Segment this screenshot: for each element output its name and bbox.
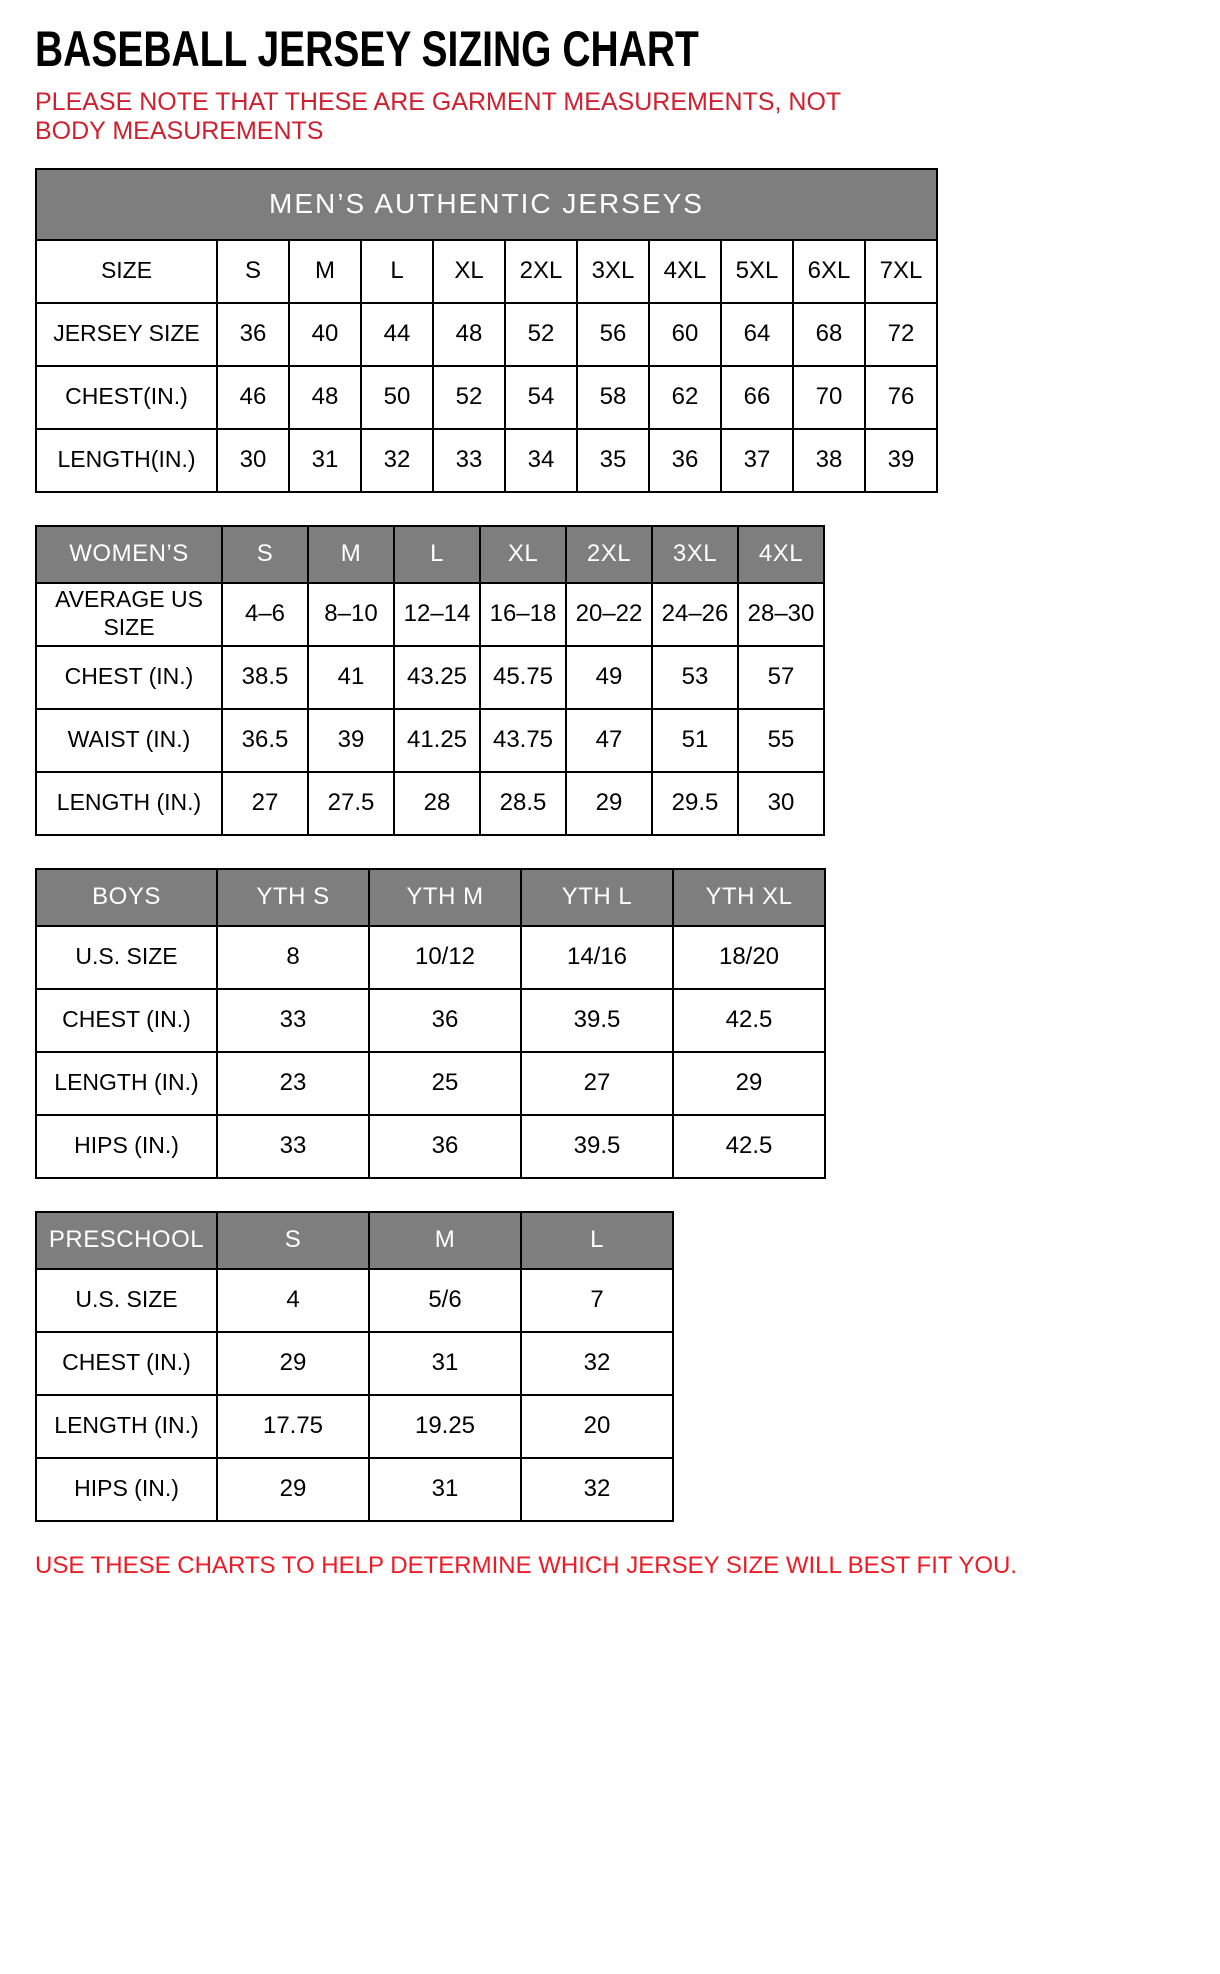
value-cell: 10/12: [369, 926, 521, 989]
table-row: [36, 1052, 825, 1115]
value-cell: 18/20: [673, 926, 825, 989]
value-cell: 31: [289, 429, 361, 492]
value-cell: 5/6: [369, 1269, 521, 1332]
value-cell: 68: [793, 303, 865, 366]
header-cell: M: [308, 526, 394, 583]
value-cell: 32: [521, 1458, 673, 1521]
value-cell: 55: [738, 709, 824, 772]
preschool-header-label-cell: PRESCHOOL: [36, 1212, 217, 1269]
table-row: [36, 646, 824, 709]
header-cell: YTH L: [521, 869, 673, 926]
table-row: [36, 709, 824, 772]
value-cell: 48: [289, 366, 361, 429]
value-cell: 42.5: [673, 1115, 825, 1178]
header-cell: YTH S: [217, 869, 369, 926]
value-cell: 64: [721, 303, 793, 366]
table-header-row: [36, 526, 824, 583]
value-cell: 24–26: [652, 583, 738, 646]
value-cell: 38: [793, 429, 865, 492]
table-row: [36, 303, 937, 366]
value-cell: 36: [649, 429, 721, 492]
value-cell: 72: [865, 303, 937, 366]
value-cell: 37: [721, 429, 793, 492]
header-cell: 2XL: [566, 526, 652, 583]
value-cell: 46: [217, 366, 289, 429]
value-cell: 44: [361, 303, 433, 366]
value-cell: 66: [721, 366, 793, 429]
row-label-cell: LENGTH (IN.): [36, 1052, 217, 1115]
table-row: [36, 429, 937, 492]
row-label-cell: JERSEY SIZE: [36, 303, 217, 366]
header-cell: M: [369, 1212, 521, 1269]
table-header-row: [36, 1212, 673, 1269]
header-cell: S: [222, 526, 308, 583]
header-cell: L: [521, 1212, 673, 1269]
row-label-cell: U.S. SIZE: [36, 1269, 217, 1332]
value-cell: 2XL: [505, 240, 577, 303]
boys-header-label-cell: BOYS: [36, 869, 217, 926]
value-cell: 40: [289, 303, 361, 366]
boys-sizing-table: [35, 868, 826, 1179]
page-title: BASEBALL JERSEY SIZING CHART: [35, 21, 699, 77]
value-cell: 42.5: [673, 989, 825, 1052]
value-cell: 27.5: [308, 772, 394, 835]
value-cell: 31: [369, 1332, 521, 1395]
value-cell: 33: [217, 1115, 369, 1178]
value-cell: 5XL: [721, 240, 793, 303]
header-cell: 3XL: [652, 526, 738, 583]
header-cell: YTH M: [369, 869, 521, 926]
value-cell: 38.5: [222, 646, 308, 709]
value-cell: 12–14: [394, 583, 480, 646]
value-cell: 7XL: [865, 240, 937, 303]
row-label-cell: LENGTH (IN.): [36, 1395, 217, 1458]
value-cell: 19.25: [369, 1395, 521, 1458]
value-cell: 3XL: [577, 240, 649, 303]
value-cell: 16–18: [480, 583, 566, 646]
value-cell: 51: [652, 709, 738, 772]
table-row: [36, 583, 824, 646]
value-cell: 36: [217, 303, 289, 366]
value-cell: 8: [217, 926, 369, 989]
value-cell: 28: [394, 772, 480, 835]
value-cell: 54: [505, 366, 577, 429]
value-cell: 39.5: [521, 989, 673, 1052]
value-cell: 52: [505, 303, 577, 366]
value-cell: 28.5: [480, 772, 566, 835]
value-cell: 50: [361, 366, 433, 429]
value-cell: 62: [649, 366, 721, 429]
row-label-cell: CHEST (IN.): [36, 646, 222, 709]
value-cell: 36.5: [222, 709, 308, 772]
header-cell: S: [217, 1212, 369, 1269]
value-cell: 33: [217, 989, 369, 1052]
footer-note: USE THESE CHARTS TO HELP DETERMINE WHICH JERSEY SIZE WILL BEST FIT YOU.: [35, 1551, 1018, 1579]
value-cell: 14/16: [521, 926, 673, 989]
table-row: [36, 240, 937, 303]
value-cell: L: [361, 240, 433, 303]
value-cell: 36: [369, 1115, 521, 1178]
value-cell: M: [289, 240, 361, 303]
value-cell: 7: [521, 1269, 673, 1332]
garment-measurement-note: PLEASE NOTE THAT THESE ARE GARMENT MEASUREMENTS, NOT BODY MEASUREMENTS: [35, 88, 841, 145]
row-label-cell: LENGTH (IN.): [36, 772, 222, 835]
table-header-row: [36, 869, 825, 926]
value-cell: 25: [369, 1052, 521, 1115]
row-label-cell: CHEST(IN.): [36, 366, 217, 429]
value-cell: S: [217, 240, 289, 303]
row-label-cell: HIPS (IN.): [36, 1115, 217, 1178]
value-cell: 41.25: [394, 709, 480, 772]
table-row: [36, 366, 937, 429]
value-cell: 29: [566, 772, 652, 835]
value-cell: 60: [649, 303, 721, 366]
value-cell: 43.75: [480, 709, 566, 772]
row-label-cell: CHEST (IN.): [36, 1332, 217, 1395]
mens-sizing-table: [35, 168, 938, 493]
table-row: [36, 926, 825, 989]
row-label-cell: CHEST (IN.): [36, 989, 217, 1052]
value-cell: 76: [865, 366, 937, 429]
table-banner-row: [36, 169, 937, 240]
mens-table-banner: MEN’S AUTHENTIC JERSEYS: [36, 169, 937, 240]
table-row: [36, 1269, 673, 1332]
value-cell: 29: [217, 1458, 369, 1521]
value-cell: 23: [217, 1052, 369, 1115]
womens-sizing-table: [35, 525, 825, 836]
value-cell: XL: [433, 240, 505, 303]
value-cell: 20: [521, 1395, 673, 1458]
value-cell: 30: [217, 429, 289, 492]
value-cell: 45.75: [480, 646, 566, 709]
value-cell: 39: [308, 709, 394, 772]
table-row: [36, 772, 824, 835]
table-row: [36, 1395, 673, 1458]
value-cell: 52: [433, 366, 505, 429]
value-cell: 29: [217, 1332, 369, 1395]
value-cell: 70: [793, 366, 865, 429]
value-cell: 4XL: [649, 240, 721, 303]
value-cell: 27: [521, 1052, 673, 1115]
table-row: [36, 1332, 673, 1395]
value-cell: 48: [433, 303, 505, 366]
value-cell: 36: [369, 989, 521, 1052]
preschool-sizing-table: [35, 1211, 674, 1522]
value-cell: 43.25: [394, 646, 480, 709]
value-cell: 20–22: [566, 583, 652, 646]
value-cell: 31: [369, 1458, 521, 1521]
value-cell: 41: [308, 646, 394, 709]
value-cell: 28–30: [738, 583, 824, 646]
value-cell: 47: [566, 709, 652, 772]
table-row: [36, 1458, 673, 1521]
row-label-cell: SIZE: [36, 240, 217, 303]
row-label-cell: U.S. SIZE: [36, 926, 217, 989]
value-cell: 32: [521, 1332, 673, 1395]
row-label-cell: LENGTH(IN.): [36, 429, 217, 492]
value-cell: 8–10: [308, 583, 394, 646]
value-cell: 33: [433, 429, 505, 492]
womens-header-label-cell: WOMEN’S: [36, 526, 222, 583]
value-cell: 49: [566, 646, 652, 709]
row-label-cell: HIPS (IN.): [36, 1458, 217, 1521]
value-cell: 17.75: [217, 1395, 369, 1458]
value-cell: 53: [652, 646, 738, 709]
value-cell: 35: [577, 429, 649, 492]
value-cell: 6XL: [793, 240, 865, 303]
sizing-tables-container: [35, 168, 1185, 1522]
value-cell: 27: [222, 772, 308, 835]
value-cell: 4–6: [222, 583, 308, 646]
header-cell: L: [394, 526, 480, 583]
value-cell: 57: [738, 646, 824, 709]
value-cell: 39: [865, 429, 937, 492]
table-row: [36, 1115, 825, 1178]
header-cell: 4XL: [738, 526, 824, 583]
value-cell: 58: [577, 366, 649, 429]
row-label-cell: WAIST (IN.): [36, 709, 222, 772]
header-cell: YTH XL: [673, 869, 825, 926]
value-cell: 29: [673, 1052, 825, 1115]
header-cell: XL: [480, 526, 566, 583]
value-cell: 29.5: [652, 772, 738, 835]
value-cell: 4: [217, 1269, 369, 1332]
value-cell: 30: [738, 772, 824, 835]
value-cell: 39.5: [521, 1115, 673, 1178]
value-cell: 56: [577, 303, 649, 366]
row-label-cell: AVERAGE US SIZE: [36, 583, 222, 646]
value-cell: 34: [505, 429, 577, 492]
value-cell: 32: [361, 429, 433, 492]
table-row: [36, 989, 825, 1052]
